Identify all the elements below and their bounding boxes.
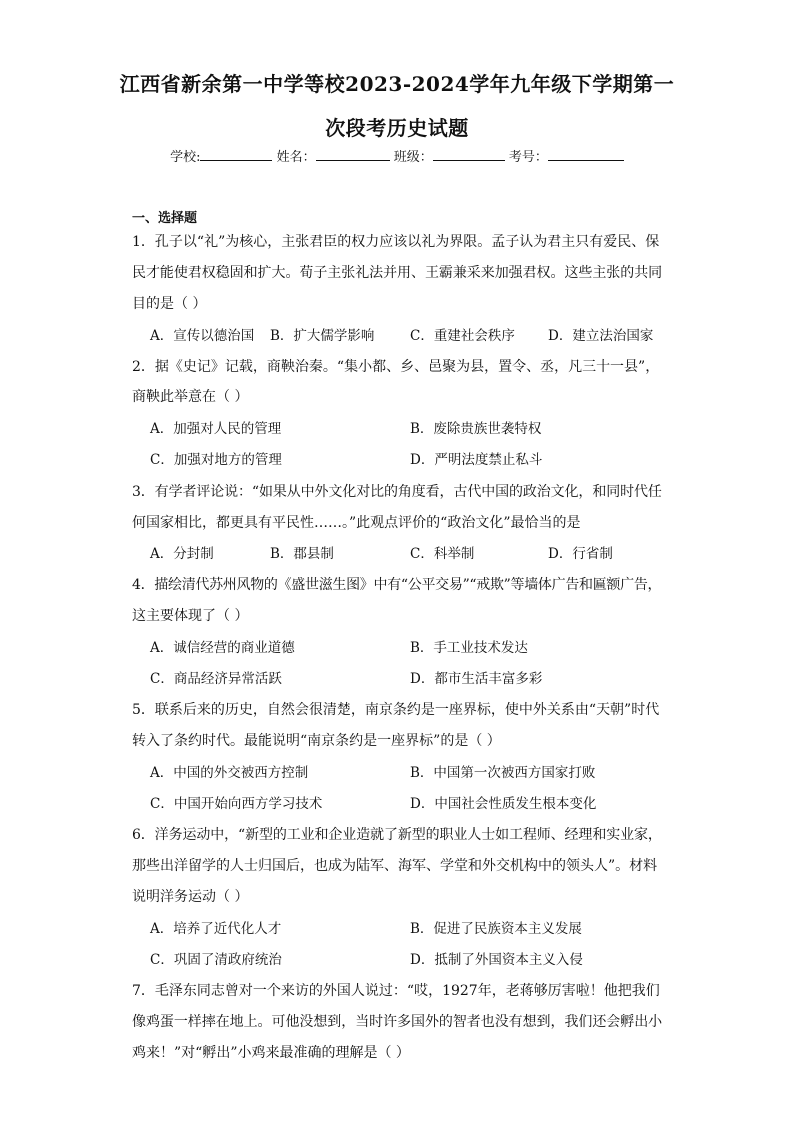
question-6-option-a: A．培养了近代化人才 (150, 921, 282, 937)
question-6-option-d: D．抵制了外国资本主义入侵 (410, 952, 583, 968)
section-title: 一、选择题 (132, 211, 198, 226)
question-4-option-c: C．商品经济异常活跃 (150, 671, 282, 687)
name-label: 姓名： (276, 150, 316, 165)
school-blank (200, 159, 272, 161)
question-3-option-d: D．行省制 (548, 546, 613, 562)
question-5-option-a: A．中国的外交被西方控制 (150, 765, 309, 781)
question-5-option-c: C．中国开始向西方学习技术 (150, 796, 323, 812)
question-1-option-d: D．建立法治国家 (548, 328, 654, 344)
student-info-row (0, 146, 794, 165)
question-5-line-2: 转入了条约时代。最能说明“南京条约是一座界标”的是（ ） (132, 733, 501, 749)
question-5-option-b: B．中国第一次被西方国家打败 (410, 765, 596, 781)
question-2-option-b: B．废除贵族世袭特权 (410, 421, 542, 437)
question-2-line-2: 商鞅此举意在（ ） (132, 389, 249, 405)
question-7-line-2: 像鸡蛋一样摔在地上。可他没想到，当时许多国外的智者也没有想到，我们还会孵出小 (132, 1014, 663, 1030)
question-1-option-a: A．宣传以德治国 (150, 328, 255, 344)
question-4-line-2: 这主要体现了（ ） (132, 608, 249, 624)
question-1-option-b: B．扩大儒学影响 (270, 328, 375, 344)
number-label: 考号： (508, 150, 548, 165)
question-6-line-2: 那些出洋留学的人士归国后，也成为陆军、海军、学堂和外交机构中的领头人”。材料 (132, 858, 658, 874)
question-2-option-c: C．加强对地方的管理 (150, 452, 282, 468)
question-4-line-1: 4．描绘清代苏州风物的《盛世滋生图》中有“公平交易”“戒欺”等墙体广告和匾额广告， (132, 577, 662, 593)
number-blank (548, 159, 624, 161)
question-1-line-1: 1．孔子以“礼”为核心，主张君臣的权力应该以礼为界限。孟子认为君主只有爱民、保 (132, 234, 660, 250)
question-3-line-1: 3．有学者评论说：“如果从中外文化对比的角度看，古代中国的政治文化，和同时代任 (132, 484, 662, 500)
question-4-option-b: B．手工业技术发达 (410, 640, 528, 656)
exam-title-line1: 江西省新余第一中学等校2023-2024学年九年级下学期第一 (119, 72, 675, 96)
question-4-option-a: A．诚信经营的商业道德 (150, 640, 295, 656)
question-2-option-d: D．严明法度禁止私斗 (410, 452, 543, 468)
question-6-option-b: B．促进了民族资本主义发展 (410, 921, 582, 937)
name-blank (316, 159, 390, 161)
class-blank (433, 159, 505, 161)
question-1-line-3: 目的是（ ） (132, 296, 207, 312)
question-2-option-a: A．加强对人民的管理 (150, 421, 282, 437)
question-1-option-c: C．重建社会秩序 (410, 328, 515, 344)
question-4-option-d: D．都市生活丰富多彩 (410, 671, 543, 687)
question-6-option-c: C．巩固了清政府统治 (150, 952, 282, 968)
exam-title-line2: 次段考历史试题 (325, 116, 469, 140)
question-7-line-3: 鸡来！”对“孵出”小鸡来最准确的理解是（ ） (132, 1045, 410, 1061)
question-3-option-a: A．分封制 (150, 546, 214, 562)
question-5-line-1: 5．联系后来的历史，自然会很清楚，南京条约是一座界标，使中外关系由“天朝”时代 (132, 702, 660, 718)
question-5-option-d: D．中国社会性质发生根本变化 (410, 796, 597, 812)
question-7-line-1: 7．毛泽东同志曾对一个来访的外国人说过：“哎，1927年，老蒋够厉害啦！他把我们 (132, 983, 660, 999)
question-6-line-3: 说明洋务运动（ ） (132, 889, 249, 905)
question-1-line-2: 民才能使君权稳固和扩大。荀子主张礼法并用、王霸兼采来加强君权。这些主张的共同 (132, 265, 663, 281)
question-3-option-c: C．科举制 (410, 546, 475, 562)
school-label: 学校: (170, 150, 201, 165)
question-2-line-1: 2．据《史记》记载，商鞅治秦。“集小都、乡、邑聚为县，置令、丞，凡三十一县”， (132, 359, 660, 375)
question-3-option-b: B．郡县制 (270, 546, 334, 562)
question-3-line-2: 何国家相比，都更具有平民性……。”此观点评价的“政治文化”最恰当的是 (132, 515, 581, 531)
question-6-line-1: 6．洋务运动中，“新型的工业和企业造就了新型的职业人士如工程师、经理和实业家， (132, 827, 662, 843)
class-label: 班级： (393, 150, 433, 165)
